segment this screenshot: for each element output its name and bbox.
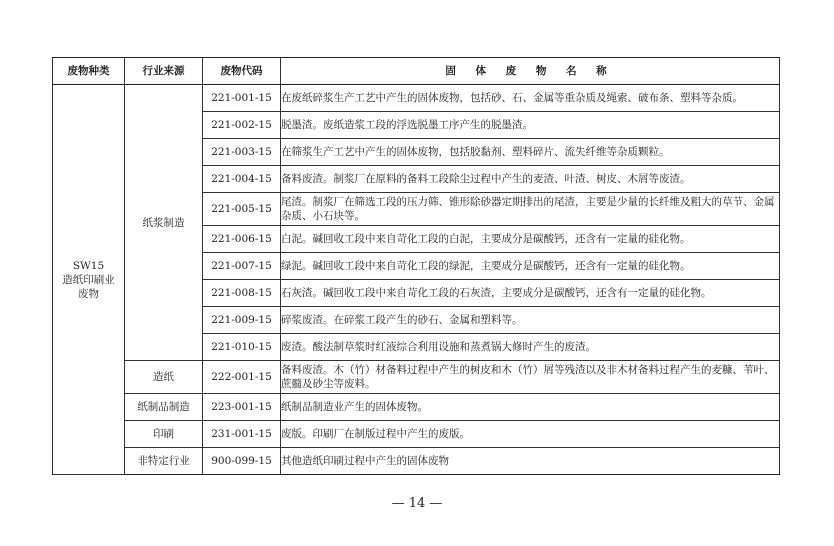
waste-code: 222-001-15 [203, 361, 281, 394]
header-code: 废物代码 [203, 58, 281, 85]
waste-name: 废版。印刷厂在制版过程中产生的废版。 [281, 421, 780, 448]
waste-name: 在筛浆生产工艺中产生的固体废物，包括胶黏剂、塑料碎片、流失纤维等杂质颗粒。 [281, 139, 780, 166]
category-cell [53, 85, 125, 475]
waste-name: 备料废渣。木（竹）材备料过程中产生的树皮和木（竹）屑等残渣以及非木材备料过程产生的麦糠、苇叶、蔗髓及砂尘等废料。 [281, 361, 780, 394]
waste-name: 其他造纸印刷过程中产生的固体废物 [281, 448, 780, 475]
industry-printing: 印刷 [125, 421, 203, 448]
waste-code: 221-003-15 [203, 139, 281, 166]
waste-name: 废渣。酸法制草浆时红液综合利用设施和蒸煮锅大修时产生的废渣。 [281, 334, 780, 361]
waste-code: 221-009-15 [203, 307, 281, 334]
table-row [53, 448, 780, 475]
waste-code: 221-002-15 [203, 112, 281, 139]
table-row [53, 394, 780, 421]
waste-name: 尾渣。制浆厂在筛选工段的压力筛、锥形除砂器定期排出的尾渣，主要是少量的长纤维及粗大的草节、金属杂质、小石块等。 [281, 193, 780, 226]
waste-code: 223-001-15 [203, 394, 281, 421]
industry-nonspecific: 非特定行业 [125, 448, 203, 475]
waste-table [52, 57, 780, 475]
category-name-2: 废物 [78, 287, 99, 300]
header-name-text: 固 体 废 物 名 称 [445, 65, 615, 77]
table-row [53, 421, 780, 448]
waste-name: 纸制品制造业产生的固体废物。 [281, 394, 780, 421]
header-row [53, 58, 780, 85]
waste-name: 石灰渣。碱回收工段中来自苛化工段的石灰渣，主要成分是碳酸钙，还含有一定量的硅化物。 [281, 280, 780, 307]
waste-code: 221-005-15 [203, 193, 281, 226]
waste-code: 221-001-15 [203, 85, 281, 112]
waste-code: 221-008-15 [203, 280, 281, 307]
waste-code: 221-007-15 [203, 253, 281, 280]
waste-name: 碎浆废渣。在碎浆工段产生的砂石、金属和塑料等。 [281, 307, 780, 334]
table-row [53, 85, 780, 112]
header-industry: 行业来源 [125, 58, 203, 85]
waste-name: 备料废渣。制浆厂在原料的备料工段除尘过程中产生的麦渣、叶渣、树皮、木屑等废渣。 [281, 166, 780, 193]
page-number: — 14 — [391, 496, 443, 511]
waste-code: 900-099-15 [203, 448, 281, 475]
waste-code: 221-006-15 [203, 226, 281, 253]
waste-name: 白泥。碱回收工段中来自苛化工段的白泥，主要成分是碳酸钙，还含有一定量的硅化物。 [281, 226, 780, 253]
industry-paper-products: 纸制品制造 [125, 394, 203, 421]
table-row [53, 361, 780, 394]
waste-code: 221-004-15 [203, 166, 281, 193]
waste-name: 在废纸碎浆生产工艺中产生的固体废物，包括砂、石、金属等重杂质及绳索、破布条、塑料等杂质。 [281, 85, 780, 112]
waste-code: 221-010-15 [203, 334, 281, 361]
industry-pulp: 纸浆制造 [125, 85, 203, 361]
waste-name: 脱墨渣。废纸造浆工段的浮选脱墨工序产生的脱墨渣。 [281, 112, 780, 139]
category-code: SW15 [72, 259, 105, 272]
waste-code: 231-001-15 [203, 421, 281, 448]
industry-paper: 造纸 [125, 361, 203, 394]
waste-name: 绿泥。碱回收工段中来自苛化工段的绿泥，主要成分是碳酸钙，还含有一定量的硅化物。 [281, 253, 780, 280]
category-name: 造纸印刷业 [62, 273, 115, 286]
header-category: 废物种类 [53, 58, 125, 85]
header-name [281, 58, 780, 85]
